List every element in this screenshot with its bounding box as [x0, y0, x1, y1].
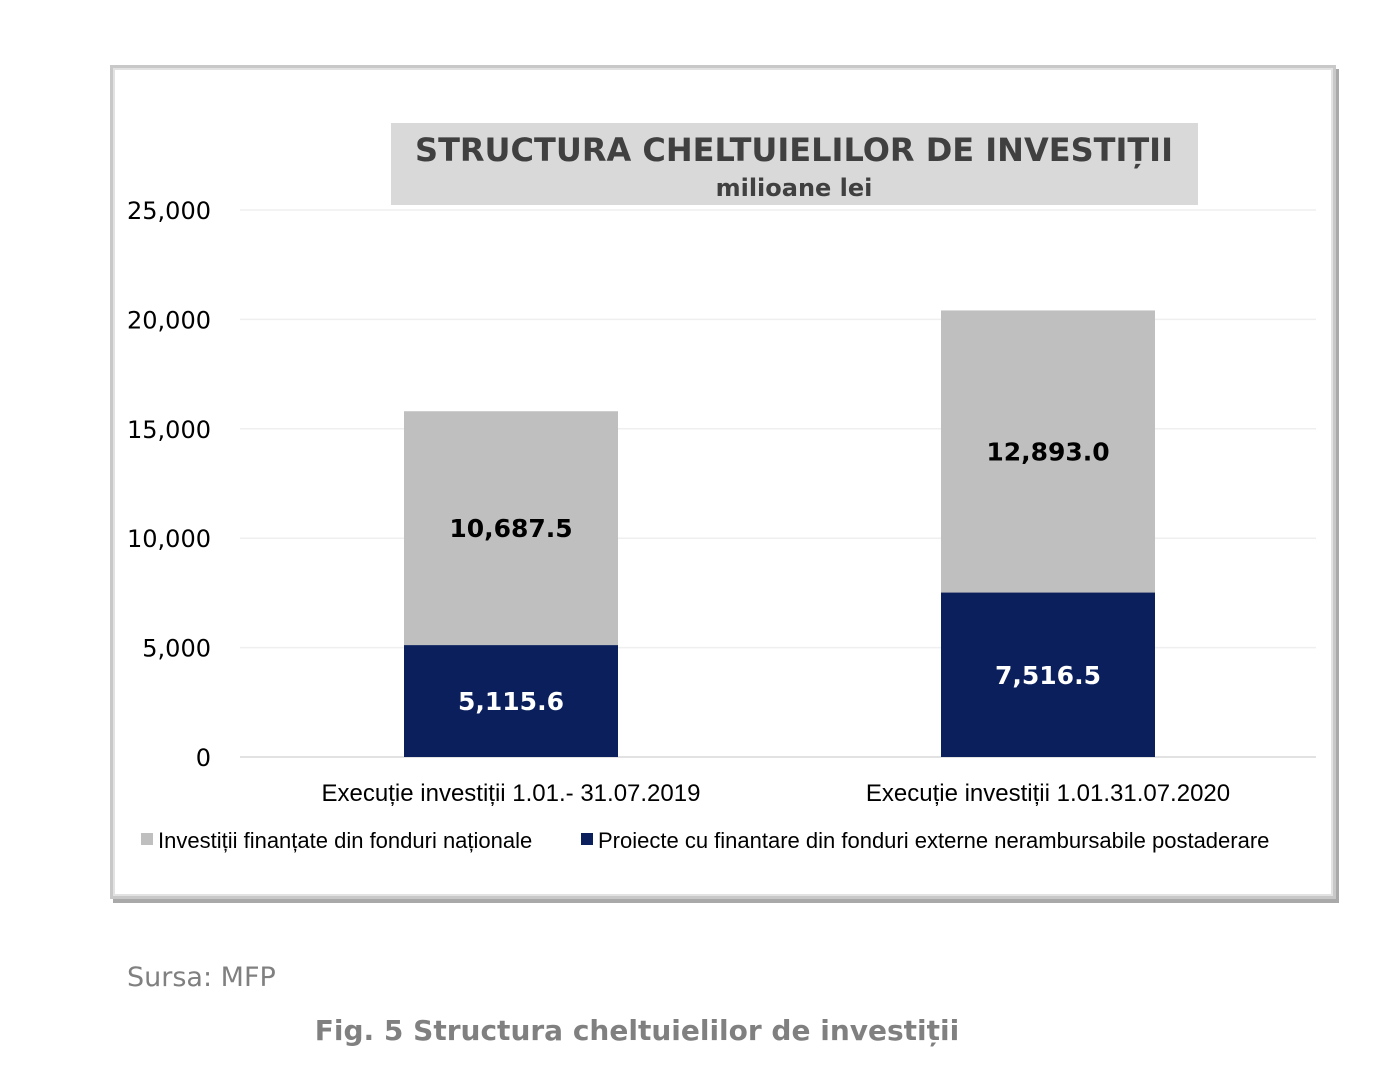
data-label: 5,115.6 — [458, 687, 564, 717]
data-label: 10,687.5 — [449, 514, 573, 544]
y-tick-label: 15,000 — [127, 415, 211, 444]
legend-swatch — [581, 833, 593, 845]
legend-label: Proiecte cu finantare din fonduri externe nerambursabile postaderare — [598, 828, 1270, 853]
category-label: Execuție investiții 1.01.31.07.2020 — [865, 780, 1231, 807]
source-note: Sursa: MFP — [127, 962, 276, 993]
data-label: 12,893.0 — [986, 437, 1110, 467]
chart-subtitle: milioane lei — [715, 174, 873, 202]
legend-swatch — [141, 833, 153, 845]
category-label: Execuție investiții 1.01.- 31.07.2019 — [321, 780, 701, 807]
data-label: 7,516.5 — [995, 660, 1101, 690]
y-tick-label: 25,000 — [127, 197, 211, 225]
y-tick-label: 10,000 — [127, 525, 211, 554]
y-tick-label: 0 — [195, 744, 211, 772]
legend-label: Investiții finanțate din fonduri naționale — [158, 828, 533, 853]
y-tick-label: 20,000 — [127, 306, 211, 335]
chart-title: STRUCTURA CHELTUIELILOR DE INVESTIȚII — [415, 131, 1173, 169]
figure-caption: Fig. 5 Structura cheltuielilor de investiții — [314, 1014, 960, 1047]
y-tick-label: 5,000 — [142, 634, 211, 663]
